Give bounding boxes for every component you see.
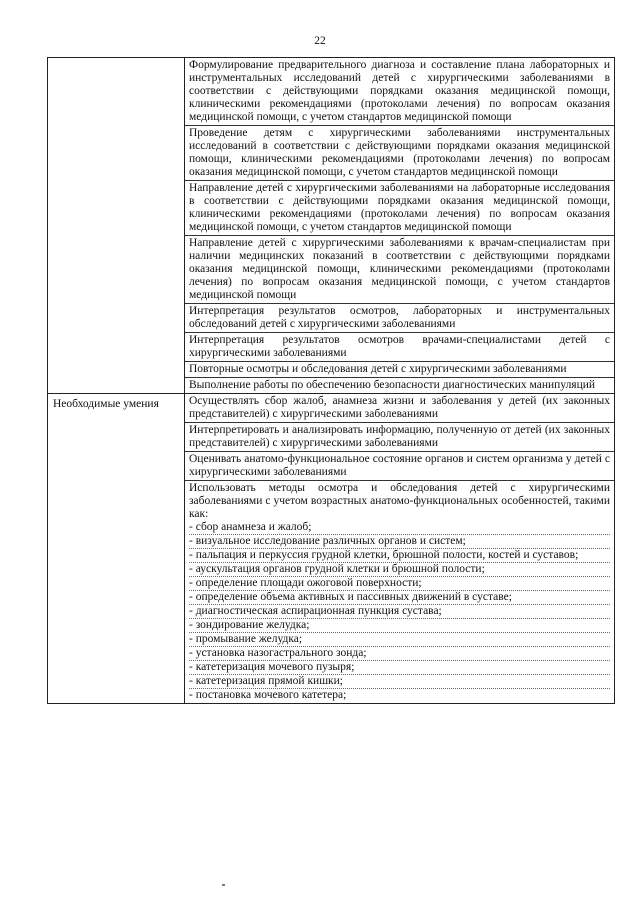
methods-intro: Использовать методы осмотра и обследования детей с хирургическими заболеваниями с учетом возрастных анатомо-функциональных особенностей, такими как: [189, 482, 610, 520]
page-number: 22 [314, 35, 326, 47]
method-item: - пальпация и перкуссия грудной клетки, брюшной полости, костей и суставов; [189, 548, 610, 562]
content-cell [185, 58, 615, 394]
row-label-cell [48, 394, 185, 704]
method-item: - зондирование желудка; [189, 618, 610, 632]
method-item: - катетеризация прямой кишки; [189, 674, 610, 688]
list-item: Проведение детям с хирургическими заболеваниями инструментальных исследований в соответствии с действующими порядками оказания медицинской помощи, клиническими рекомендациями (протоколами лечения) по вопросам оказания медицинской помощи, с учетом стандартов медицинской помощи [185, 126, 614, 181]
row-label [48, 58, 184, 61]
methods-list [189, 521, 610, 702]
list-item: Интерпретировать и анализировать информацию, полученную от детей (их законных представителей) с хирургическими заболеваниями [185, 423, 614, 452]
method-item: - установка назогастрального зонда; [189, 646, 610, 660]
method-item: - постановка мочевого катетера; [189, 688, 610, 702]
row-label-cell [48, 58, 185, 394]
method-item: - сбор анамнеза и жалоб; [189, 521, 312, 533]
method-item: - диагностическая аспирационная пункция сустава; [189, 604, 610, 618]
list-item: Направление детей с хирургическими заболеваниями на лабораторные исследования в соответствии с действующими порядками оказания медицинской помощи, клиническими рекомендациями (протоколами лечения) по вопросам оказания медицинской помощи, с учетом стандартов медицинской помощи [185, 181, 614, 236]
list-item: Формулирование предварительного диагноза и составление плана лабораторных и инструментальных исследований детей с хирургическими заболеваниями в соответствии с действующими порядками оказания медицинской помощи, клиническими рекомендациями (протоколами лечения) по вопросам оказания медицинской помощи, с учетом стандартов медицинской помощи [185, 58, 614, 126]
list-item: Выполнение работы по обеспечению безопасности диагностических манипуляций [189, 379, 596, 391]
method-item: - аускультация органов грудной клетки и брюшной полости; [189, 562, 610, 576]
table-row [48, 394, 615, 704]
list-item: Оценивать анатомо-функциональное состояние органов и систем организма у детей с хирургическими заболеваниями [185, 452, 614, 481]
method-item: - визуальное исследование различных органов и систем; [189, 534, 610, 548]
list-item: Осуществлять сбор жалоб, анамнеза жизни и заболевания у детей (их законных представителей) с хирургическими заболеваниями [185, 394, 614, 423]
method-item: - катетеризация мочевого пузыря; [189, 660, 610, 674]
methods-block [185, 481, 614, 703]
list-item: Повторные осмотры и обследования детей с хирургическими заболеваниями [185, 362, 614, 378]
scan-speck [222, 884, 225, 886]
list-item: Интерпретация результатов осмотров, лабораторных и инструментальных обследований детей с хирургическими заболеваниями [185, 304, 614, 333]
method-item: - определение объема активных и пассивных движений в суставе; [189, 590, 610, 604]
method-item: - промывание желудка; [189, 632, 610, 646]
list-item: Направление детей с хирургическими заболеваниями к врачам-специалистам при наличии медицинских показаний в соответствии с действующими порядками оказания медицинской помощи, клиническими рекомендациями (протоколами лечения) по вопросам оказания медицинской помощи, с учетом стандартов медицинской помощи [185, 236, 614, 304]
row-label: Необходимые умения [53, 398, 159, 410]
method-item: - определение площади ожоговой поверхности; [189, 576, 610, 590]
requirements-table [47, 57, 615, 704]
table-row [48, 58, 615, 394]
list-item: Интерпретация результатов осмотров врачами-специалистами детей с хирургическими заболеваниями [185, 333, 614, 362]
content-cell [185, 394, 615, 704]
